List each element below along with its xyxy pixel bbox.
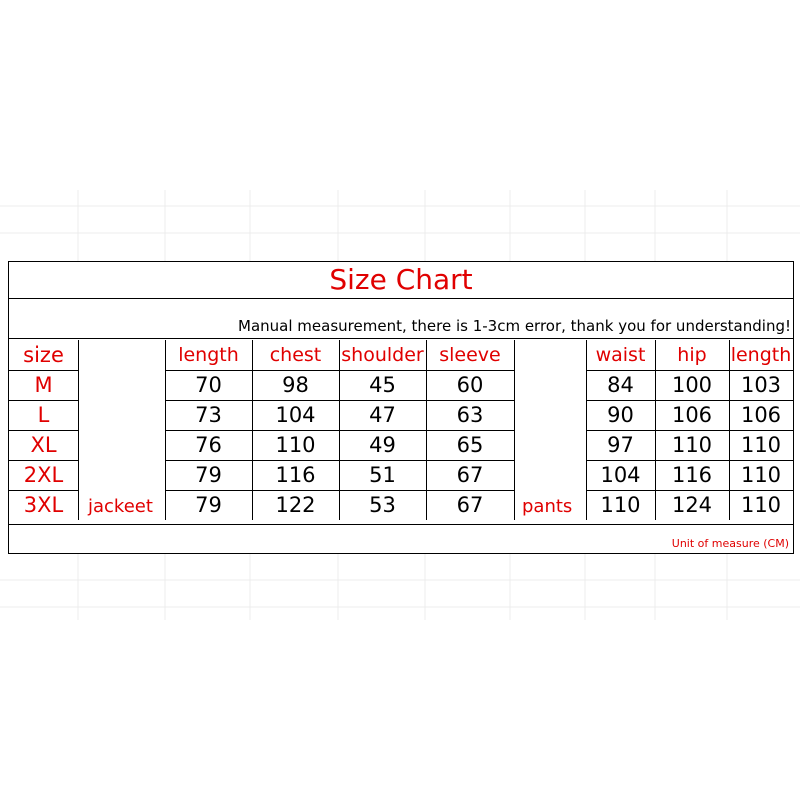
jacket-value: 76 [195, 433, 222, 457]
pants-label: pants [522, 496, 573, 517]
jacket-value: 98 [282, 373, 309, 397]
jacket-value: 45 [369, 373, 396, 397]
jacket-value: 67 [456, 493, 484, 517]
pants-value: 110 [671, 433, 713, 457]
size-label: 2XL [23, 463, 64, 487]
pants-header-length: length [730, 344, 792, 366]
pants-value: 100 [671, 373, 713, 397]
pants-value: 116 [671, 463, 713, 487]
jacket-header-sleeve: sleeve [439, 344, 501, 366]
size-label: 3XL [23, 493, 64, 517]
row-divider [586, 430, 793, 431]
jacket-value: 60 [456, 373, 484, 397]
jacket-value: 79 [195, 493, 222, 517]
row-divider [9, 460, 78, 461]
size-label: L [37, 403, 50, 427]
pants-value: 110 [740, 433, 782, 457]
jacket-header-length: length [178, 344, 239, 366]
jacket-value: 53 [369, 493, 396, 517]
jacket-value: 67 [456, 463, 484, 487]
jacket-value: 65 [456, 433, 484, 457]
row-divider [9, 370, 78, 371]
jacket-value: 110 [275, 433, 316, 457]
row-divider [586, 460, 793, 461]
jacket-value: 70 [195, 373, 222, 397]
size-header: size [23, 343, 64, 367]
jacket-label: jackeet [88, 496, 153, 517]
jacket-value: 116 [275, 463, 316, 487]
jacket-value: 49 [369, 433, 396, 457]
pants-value: 90 [607, 403, 634, 427]
pants-value: 106 [740, 403, 782, 427]
jacket-value: 73 [195, 403, 222, 427]
jacket-value: 63 [456, 403, 484, 427]
jacket-header-chest: chest [269, 344, 322, 366]
jacket-header-shoulder: shoulder [341, 344, 424, 366]
unit-note: Unit of measure (CM) [9, 524, 793, 553]
pants-value: 124 [671, 493, 713, 517]
jacket-value: 47 [369, 403, 396, 427]
pants-value: 110 [600, 493, 641, 517]
row-divider [9, 490, 78, 491]
chart-title: Size Chart [9, 262, 793, 299]
column-divider [78, 340, 79, 520]
jacket-value: 104 [275, 403, 316, 427]
pants-value: 104 [600, 463, 641, 487]
row-divider [165, 370, 514, 371]
size-chart-table [8, 261, 794, 554]
measurement-note: Manual measurement, there is 1-3cm error, thank you for understanding! [9, 299, 793, 339]
pants-value: 106 [671, 403, 713, 427]
row-divider [586, 400, 793, 401]
pants-value: 110 [740, 493, 782, 517]
size-label: XL [30, 433, 57, 457]
jacket-value: 122 [275, 493, 316, 517]
jacket-value: 51 [369, 463, 396, 487]
pants-value: 97 [607, 433, 634, 457]
jacket-value: 79 [195, 463, 222, 487]
row-divider [9, 400, 78, 401]
pants-value: 84 [607, 373, 634, 397]
row-divider [165, 400, 514, 401]
pants-value: 110 [740, 463, 782, 487]
pants-value: 103 [740, 373, 782, 397]
row-divider [9, 430, 78, 431]
row-divider [586, 370, 793, 371]
row-divider [165, 490, 514, 491]
pants-header-waist: waist [595, 344, 646, 366]
size-label: M [34, 373, 53, 397]
row-divider [165, 430, 514, 431]
row-divider [165, 460, 514, 461]
row-divider [586, 490, 793, 491]
pants-header-hip: hip [677, 344, 707, 366]
column-divider [514, 340, 515, 520]
